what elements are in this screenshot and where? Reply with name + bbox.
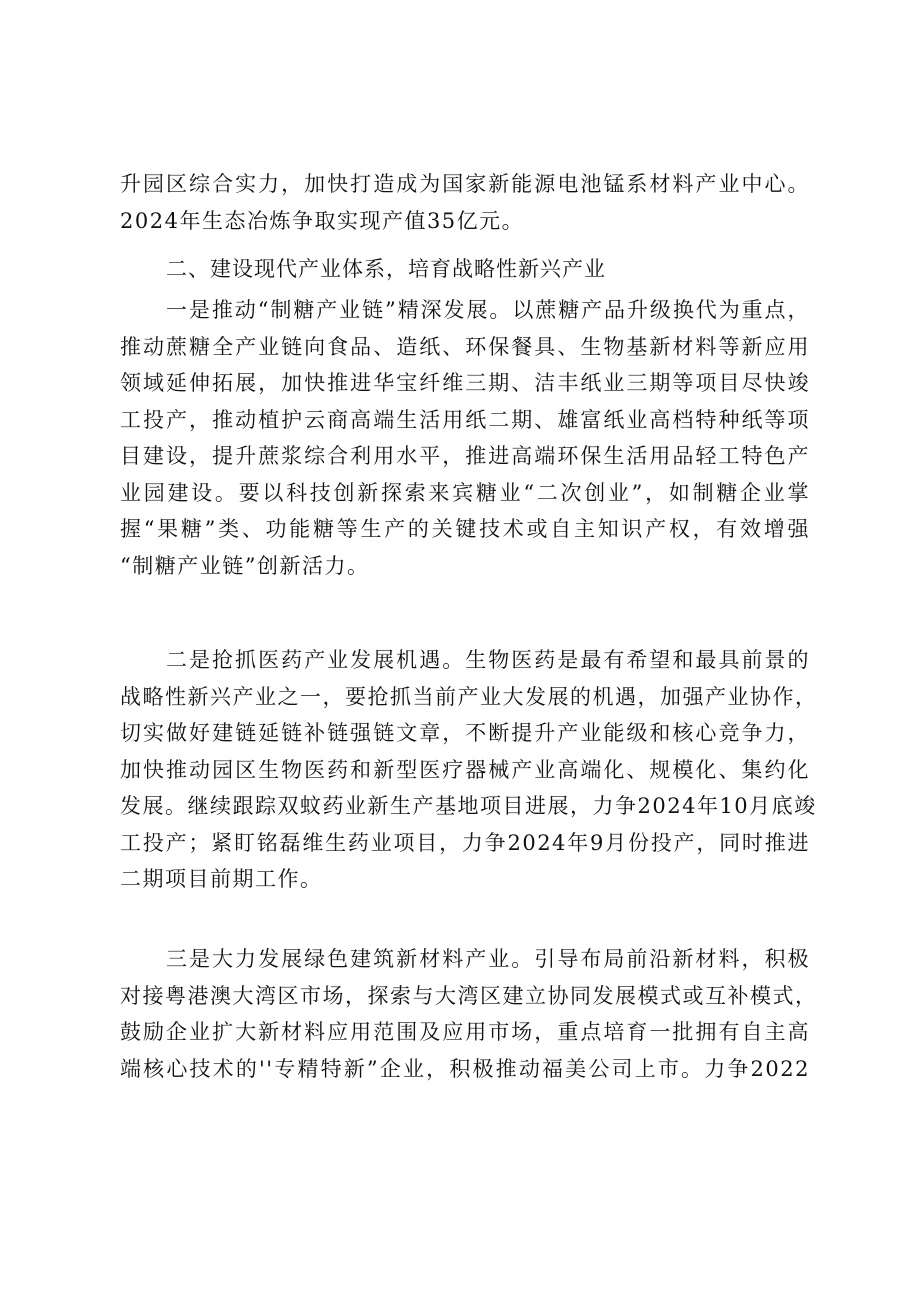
text-line: 工投产，推动植护云商高端生活用纸二期、雄富纸业高档特种纸等项 bbox=[120, 407, 810, 432]
paragraph-continuation bbox=[120, 166, 810, 239]
text-line: 发展。继续跟踪双蚊药业新生产基地项目进展，力争2024年10月底竣 bbox=[120, 794, 817, 818]
text-line: 一是推动“制糖产业链”精深发展。以蔗糖产品升级换代为重点， bbox=[166, 298, 810, 322]
text-line: 鼓励企业扩大新材料应用范围及应用市场，重点培育一批拥有自主高 bbox=[120, 1020, 810, 1044]
text-line: 二期项目前期工作。 bbox=[120, 867, 323, 891]
text-line: 端核心技术的''专精特新”企业，积极推动福美公司上市。力争2022 bbox=[120, 1056, 810, 1081]
text-line: 2024年生态冶炼争取实现产值35亿元。 bbox=[120, 208, 525, 233]
text-line: 二是抢抓医药产业发展机遇。生物医药是最有希望和最具前景的 bbox=[166, 648, 810, 672]
text-line: 对接粤港澳大湾区市场，探索与大湾区建立协同发展模式或互补模式， bbox=[120, 983, 818, 1008]
text-line: 升园区综合实力，加快打造成为国家新能源电池锰系材料产业中心。 bbox=[120, 172, 810, 196]
text-line: 握“果糖”类、功能糖等生产的关键技术或自主知识产权，有效增强 bbox=[120, 517, 810, 541]
text-line: 三是大力发展绿色建筑新材料产业。引导布局前沿新材料，积极 bbox=[166, 947, 810, 971]
text-line: 战略性新兴产业之一，要抢抓当前产业大发展的机遇，加强产业协作， bbox=[120, 684, 818, 709]
paragraph-sugar-industry bbox=[120, 292, 810, 584]
paragraph-pharma-industry bbox=[120, 642, 818, 898]
text-line: 领域延伸拓展，加快推进华宝纤维三期、洁丰纸业三期等项目尽快竣 bbox=[120, 371, 810, 395]
paragraph-building-materials bbox=[120, 941, 818, 1087]
text-line: 工投产；紧盯铭磊维生药业项目，力争2024年9月份投产，同时推进 bbox=[120, 830, 810, 855]
text-line: 切实做好建链延链补链强链文章，不断提升产业能级和核心竞争力， bbox=[120, 721, 810, 745]
text-line: 加快推动园区生物医药和新型医疗器械产业高端化、规模化、集约化 bbox=[120, 757, 810, 782]
text-line: “制糖产业链”创新活力。 bbox=[120, 553, 370, 578]
text-line: 推动蔗糖全产业链向食品、造纸、环保餐具、生物基新材料等新应用 bbox=[120, 334, 810, 359]
text-line: 目建设，提升蔗浆综合利用水平，推进高端环保生活用品轻工特色产 bbox=[120, 444, 810, 468]
text-line: 业园建设。要以科技创新探索来宾糖业“二次创业”，如制糖企业掌 bbox=[120, 480, 810, 505]
section-heading: 二、建设现代产业体系，培育战略性新兴产业 bbox=[166, 257, 606, 281]
